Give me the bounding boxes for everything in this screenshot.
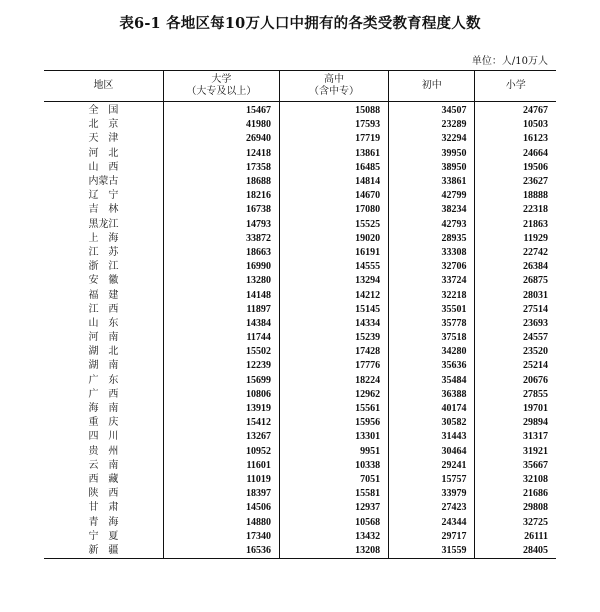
cell-high-school: 14212 [279,288,388,302]
table-row [44,501,556,515]
cell-middle-school: 37518 [389,331,475,345]
cell-primary-school: 10503 [475,118,556,132]
cell-region: 上 海 [88,232,119,244]
header-university [163,71,279,102]
table-row [44,147,556,161]
cell-primary-school: 22318 [475,203,556,217]
cell-university: 17358 [163,161,279,175]
cell-university: 15412 [163,416,279,430]
cell-region: 四 川 [88,431,119,443]
cell-region: 江 西 [88,303,119,315]
header-high-school [279,71,388,102]
cell-region: 河 北 [88,147,119,159]
cell-primary-school: 31921 [475,445,556,459]
cell-primary-school: 16123 [475,132,556,146]
cell-university: 11601 [163,459,279,473]
table-row [44,274,556,288]
table-row [44,345,556,359]
cell-middle-school: 32218 [389,288,475,302]
table-header-row [44,71,556,102]
cell-primary-school: 26384 [475,260,556,274]
cell-middle-school: 33979 [389,487,475,501]
cell-university: 10806 [163,388,279,402]
cell-university: 18663 [163,246,279,260]
cell-region: 湖 北 [88,346,119,358]
table-row [44,246,556,260]
cell-university: 13280 [163,274,279,288]
cell-primary-school: 31317 [475,430,556,444]
cell-middle-school: 33724 [389,274,475,288]
table-row [44,303,556,317]
header-region: 地区 [44,71,163,102]
cell-primary-school: 29808 [475,501,556,515]
table-row [44,459,556,473]
unit-label: 单位：人/10万人 [471,56,548,67]
table-row [44,218,556,232]
cell-university: 16738 [163,203,279,217]
cell-high-school: 15581 [279,487,388,501]
cell-region: 新 疆 [88,544,119,556]
cell-middle-school: 27423 [389,501,475,515]
cell-high-school: 12962 [279,388,388,402]
cell-university: 11744 [163,331,279,345]
cell-university: 16536 [163,544,279,559]
cell-primary-school: 23520 [475,345,556,359]
cell-middle-school: 32294 [389,132,475,146]
cell-high-school: 13208 [279,544,388,559]
header-university-sub: （大专及以上） [186,86,257,97]
cell-university: 33872 [163,232,279,246]
cell-middle-school: 31559 [389,544,475,559]
cell-university: 17340 [163,530,279,544]
cell-high-school: 10568 [279,515,388,529]
cell-region: 宁 夏 [88,530,119,542]
cell-middle-school: 38234 [389,203,475,217]
cell-primary-school: 19701 [475,402,556,416]
cell-primary-school: 21863 [475,218,556,232]
cell-region: 西 藏 [88,473,119,485]
cell-middle-school: 28935 [389,232,475,246]
cell-middle-school: 31443 [389,430,475,444]
cell-region: 山 东 [88,317,119,329]
table-row [44,515,556,529]
cell-high-school: 14555 [279,260,388,274]
table-row [44,118,556,132]
cell-region: 内蒙古 [88,176,119,188]
table-row [44,189,556,203]
table-row [44,430,556,444]
table-row [44,232,556,246]
cell-university: 11019 [163,473,279,487]
cell-high-school: 13294 [279,274,388,288]
cell-region: 浙 江 [88,261,119,273]
cell-region: 辽 宁 [88,190,119,202]
cell-university: 15502 [163,345,279,359]
cell-primary-school: 22742 [475,246,556,260]
cell-primary-school: 24767 [475,102,556,119]
table-row [44,102,556,119]
cell-region: 山 西 [88,161,119,173]
cell-region: 陕 西 [88,488,119,500]
cell-primary-school: 27855 [475,388,556,402]
cell-high-school: 14814 [279,175,388,189]
cell-primary-school: 19506 [475,161,556,175]
cell-region: 广 东 [88,374,119,386]
table-row [44,416,556,430]
cell-primary-school: 24557 [475,331,556,345]
table-row [44,175,556,189]
cell-middle-school: 36388 [389,388,475,402]
cell-region: 青 海 [88,516,119,528]
cell-middle-school: 39950 [389,147,475,161]
cell-primary-school: 18888 [475,189,556,203]
cell-middle-school: 15757 [389,473,475,487]
cell-high-school: 16191 [279,246,388,260]
cell-high-school: 15561 [279,402,388,416]
cell-university: 13267 [163,430,279,444]
cell-primary-school: 28405 [475,544,556,559]
table-title: 表6-1 各地区每10万人口中拥有的各类受教育程度人数 [119,15,481,32]
cell-high-school: 7051 [279,473,388,487]
cell-high-school: 16485 [279,161,388,175]
cell-primary-school: 29894 [475,416,556,430]
cell-university: 15467 [163,102,279,119]
cell-university: 18216 [163,189,279,203]
cell-middle-school: 38950 [389,161,475,175]
cell-high-school: 15145 [279,303,388,317]
cell-region: 全 国 [88,105,119,117]
table-row [44,317,556,331]
cell-university: 11897 [163,303,279,317]
table-row [44,374,556,388]
cell-university: 16990 [163,260,279,274]
cell-primary-school: 20676 [475,374,556,388]
table-row [44,544,556,559]
cell-region: 吉 林 [88,204,119,216]
cell-region: 海 南 [88,403,119,415]
cell-middle-school: 34280 [389,345,475,359]
cell-middle-school: 35636 [389,359,475,373]
cell-university: 14793 [163,218,279,232]
cell-university: 18688 [163,175,279,189]
table-row [44,388,556,402]
cell-university: 14506 [163,501,279,515]
cell-university: 15699 [163,374,279,388]
cell-primary-school: 26111 [475,530,556,544]
cell-primary-school: 28031 [475,288,556,302]
cell-high-school: 12937 [279,501,388,515]
table-row [44,288,556,302]
cell-primary-school: 35667 [475,459,556,473]
cell-high-school: 15956 [279,416,388,430]
cell-primary-school: 21686 [475,487,556,501]
header-primary-school: 小学 [475,71,556,102]
cell-middle-school: 24344 [389,515,475,529]
cell-region: 甘 肃 [88,502,119,514]
cell-region: 广 西 [88,388,119,400]
table-row [44,487,556,501]
cell-high-school: 14670 [279,189,388,203]
cell-region: 福 建 [88,289,119,301]
cell-high-school: 15088 [279,102,388,119]
cell-middle-school: 29717 [389,530,475,544]
cell-high-school: 17428 [279,345,388,359]
cell-high-school: 13432 [279,530,388,544]
cell-region: 江 苏 [88,246,119,258]
cell-high-school: 14334 [279,317,388,331]
header-high-school-label: 高中 [324,74,344,85]
cell-high-school: 13861 [279,147,388,161]
cell-university: 14880 [163,515,279,529]
cell-university: 12418 [163,147,279,161]
table-row [44,161,556,175]
cell-region: 北 京 [88,119,119,131]
cell-primary-school: 23627 [475,175,556,189]
cell-middle-school: 32706 [389,260,475,274]
cell-high-school: 17593 [279,118,388,132]
education-table [44,70,556,559]
cell-region: 云 南 [88,459,119,471]
header-university-label: 大学 [211,74,232,85]
cell-high-school: 18224 [279,374,388,388]
table-row [44,331,556,345]
table-row [44,132,556,146]
cell-region: 天 津 [88,133,119,145]
cell-high-school: 17719 [279,132,388,146]
table-row [44,445,556,459]
cell-high-school: 10338 [279,459,388,473]
cell-middle-school: 30464 [389,445,475,459]
cell-region: 安 徽 [88,275,119,287]
cell-primary-school: 27514 [475,303,556,317]
header-high-school-sub: （含中专） [309,86,359,97]
cell-middle-school: 23289 [389,118,475,132]
cell-region: 湖 南 [88,360,119,372]
cell-primary-school: 26875 [475,274,556,288]
cell-university: 10952 [163,445,279,459]
cell-middle-school: 35778 [389,317,475,331]
cell-middle-school: 35501 [389,303,475,317]
cell-primary-school: 32725 [475,515,556,529]
cell-university: 13919 [163,402,279,416]
cell-high-school: 17080 [279,203,388,217]
cell-primary-school: 23693 [475,317,556,331]
cell-university: 12239 [163,359,279,373]
table-row [44,473,556,487]
table-row [44,359,556,373]
table-row [44,402,556,416]
cell-middle-school: 33861 [389,175,475,189]
table-row [44,260,556,274]
cell-region: 贵 州 [88,445,119,457]
table-row [44,530,556,544]
cell-university: 41980 [163,118,279,132]
table-row [44,203,556,217]
cell-primary-school: 24664 [475,147,556,161]
header-middle-school: 初中 [389,71,475,102]
cell-high-school: 19020 [279,232,388,246]
cell-middle-school: 42793 [389,218,475,232]
cell-region: 河 南 [88,332,119,344]
cell-high-school: 17776 [279,359,388,373]
cell-region: 黑龙江 [88,218,119,230]
table-body [44,102,556,559]
cell-high-school: 13301 [279,430,388,444]
cell-middle-school: 42799 [389,189,475,203]
cell-university: 18397 [163,487,279,501]
cell-middle-school: 35484 [389,374,475,388]
cell-primary-school: 32108 [475,473,556,487]
cell-middle-school: 30582 [389,416,475,430]
cell-primary-school: 25214 [475,359,556,373]
cell-middle-school: 29241 [389,459,475,473]
cell-high-school: 15525 [279,218,388,232]
cell-region: 重 庆 [88,417,119,429]
cell-middle-school: 40174 [389,402,475,416]
cell-middle-school: 34507 [389,102,475,119]
cell-primary-school: 11929 [475,232,556,246]
cell-university: 14148 [163,288,279,302]
cell-university: 14384 [163,317,279,331]
cell-university: 26940 [163,132,279,146]
cell-middle-school: 33308 [389,246,475,260]
cell-high-school: 15239 [279,331,388,345]
cell-high-school: 9951 [279,445,388,459]
